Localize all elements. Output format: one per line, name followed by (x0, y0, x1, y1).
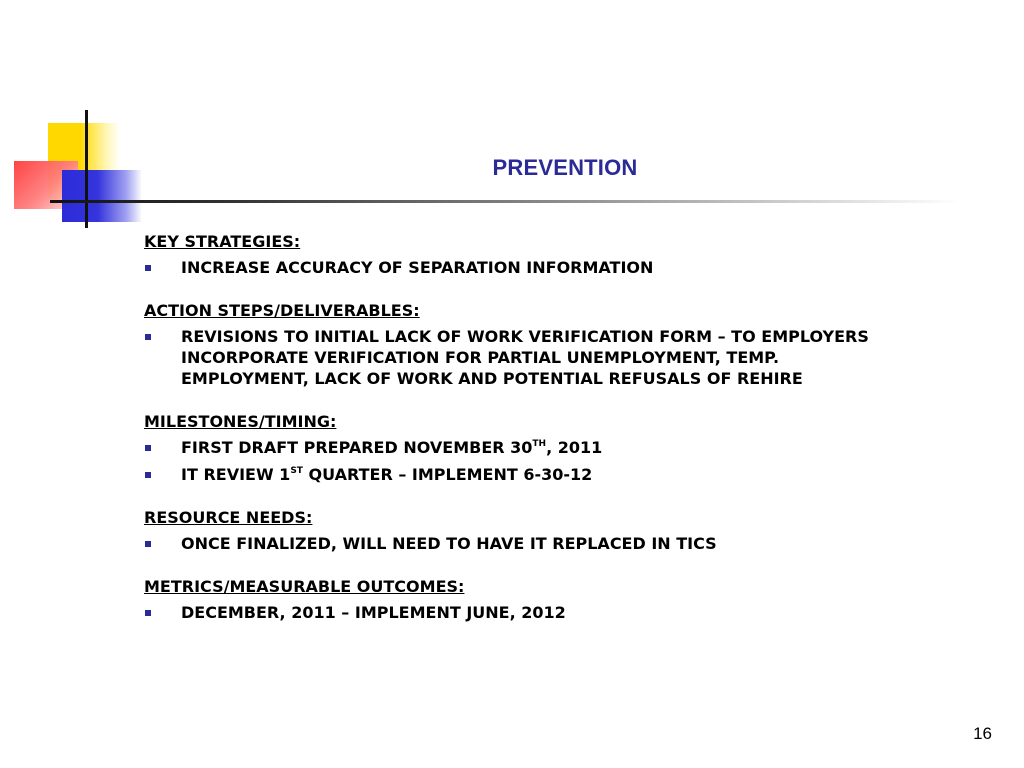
bullet-text: DECEMBER, 2011 – IMPLEMENT JUNE, 2012 (181, 603, 566, 622)
bullet-text: FIRST DRAFT PREPARED NOVEMBER 30 (181, 438, 533, 457)
title-divider (50, 200, 960, 203)
bullet-item (144, 437, 994, 458)
bullet-item (144, 602, 994, 623)
page-number: 16 (973, 724, 992, 743)
bullet-item (144, 464, 994, 485)
bullet-item (144, 326, 994, 389)
bullet-item (144, 257, 994, 278)
bullet-text-line: REVISIONS TO INITIAL LACK OF WORK VERIFICATION FORM – TO EMPLOYERS (181, 327, 869, 346)
square-bullet-icon (145, 541, 151, 547)
section-heading: METRICS/MEASURABLE OUTCOMES: (144, 577, 465, 596)
section-metrics (144, 576, 994, 623)
square-bullet-icon (145, 472, 151, 478)
section-resource-needs (144, 507, 994, 554)
decorative-squares-logo (0, 0, 160, 240)
bullet-text-line: EMPLOYMENT, LACK OF WORK AND POTENTIAL REFUSALS OF REHIRE (181, 369, 803, 388)
bullet-text: QUARTER – IMPLEMENT 6-30-12 (302, 465, 593, 484)
square-bullet-icon (145, 265, 151, 271)
section-key-strategies (144, 231, 994, 278)
square-bullet-icon (145, 445, 151, 451)
section-heading: ACTION STEPS/DELIVERABLES: (144, 301, 420, 320)
square-bullet-icon (145, 610, 151, 616)
square-bullet-icon (145, 334, 151, 340)
section-action-steps (144, 300, 994, 389)
bullet-text: IT REVIEW 1 (181, 465, 291, 484)
bullet-text: ONCE FINALIZED, WILL NEED TO HAVE IT REPLACED IN TICS (181, 534, 717, 553)
section-heading: KEY STRATEGIES: (144, 232, 301, 251)
bullet-text: , 2011 (546, 438, 603, 457)
bullet-item (144, 533, 994, 554)
section-milestones (144, 411, 994, 485)
superscript-text: ST (290, 466, 303, 476)
slide-content (144, 231, 994, 645)
bullet-text-line: INCORPORATE VERIFICATION FOR PARTIAL UNEMPLOYMENT, TEMP. (181, 348, 780, 367)
superscript-text: TH (532, 439, 547, 449)
section-heading: MILESTONES/TIMING: (144, 412, 337, 431)
section-heading: RESOURCE NEEDS: (144, 508, 313, 527)
bullet-text: INCREASE ACCURACY OF SEPARATION INFORMATION (181, 258, 654, 277)
slide-title: PREVENTION (492, 155, 638, 180)
